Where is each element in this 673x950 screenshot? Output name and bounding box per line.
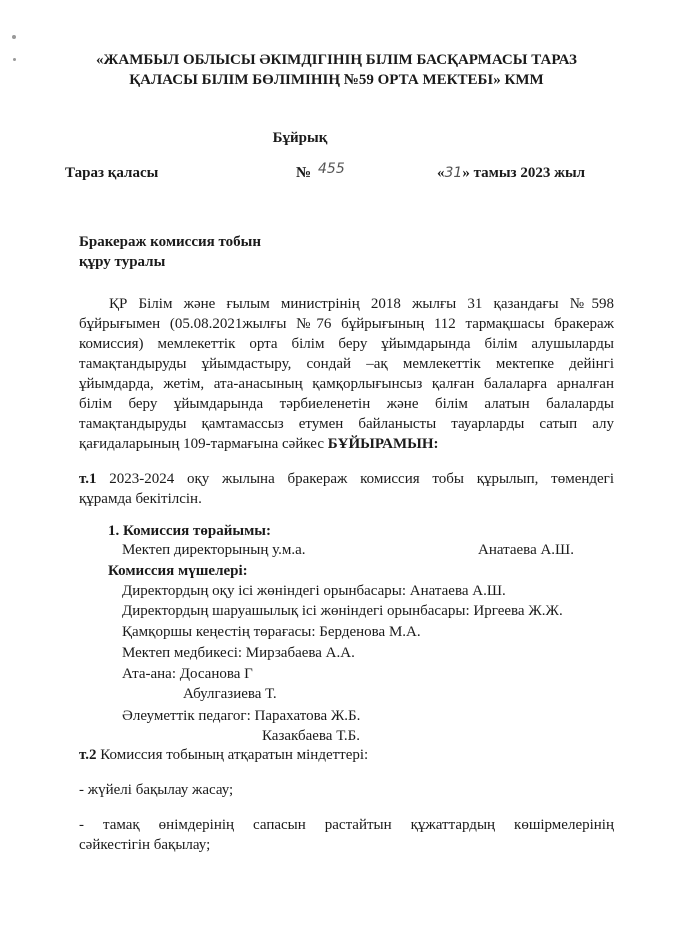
preamble-line: ұйымдарда, жетім, ата-анасының қамқорлығынсыз қалған балаларға арналған [79, 376, 614, 392]
duty2-line2: сәйкестігін бақылау; [79, 837, 211, 853]
member-item: Мектеп медбикесі: Мирзабаева А.А. [122, 645, 355, 661]
order-keyword: БҰЙЫРАМЫН: [327, 436, 439, 452]
order-date [437, 163, 585, 183]
subject-line1: Бракераж комиссия тобын [79, 234, 262, 250]
member-social2: Казакбаева Т.Б. [262, 728, 360, 744]
members-heading: Комиссия мүшелері: [108, 563, 248, 579]
member-item: Ата-ана: Досанова Г [122, 666, 253, 682]
date-day-handwritten: 31 [444, 165, 463, 181]
member-item: Қамқоршы кеңестің төрағасы: Берденова М.А. [122, 624, 421, 640]
member-parent2: Абулгазиева Т. [183, 686, 277, 702]
item1-line2: құрамда бекітілсін. [79, 491, 202, 507]
preamble-line: комиссия) мемлекеттік орта білім беру ұйымдарында білім алушыларды [79, 336, 614, 352]
item1-text: 2023-2024 оқу жылына бракераж комиссия тобы құрылып, төмендегі [96, 471, 614, 487]
duty-item: - жүйелі бақылау жасау; [79, 782, 234, 798]
preamble-line: білім беру ұйымдарында тәрбиеленетін және білім алатын балаларды [79, 396, 614, 412]
duty2-line1: - тамақ өнімдерінің сапасын растайтын құжаттардың көшірмелерінің [79, 817, 614, 833]
doc-type-title: Бұйрық [272, 130, 328, 146]
item1-paragraph [79, 469, 614, 509]
order-number-handwritten: 455 [318, 161, 345, 177]
member-item: Директордың шаруашылық ісі жөніндегі орынбасары: Иргеева Ж.Ж. [122, 603, 563, 619]
preamble-line: ҚР Білім және ғылым министрінің 2018 жылғы 31 қазандағы №598 [109, 296, 614, 312]
member-social: Әлеуметтік педагог: Парахатова Ж.Б. [122, 708, 361, 724]
item1-line1 [79, 469, 614, 489]
subject-line2: құру туралы [79, 254, 166, 270]
scan-speck [13, 58, 16, 61]
item2-label: т.2 [79, 747, 97, 763]
date-open-quote: « [437, 165, 445, 181]
preamble-line: тамақтандыруды ұйымдастыру, сондай –ақ мемлекеттік мектепке дейінгі [79, 356, 614, 372]
org-name-line1: «ЖАМБЫЛ ОБЛЫСЫ ӘКІМДІГІНІҢ БІЛІМ БАСҚАРМАСЫ ТАРАЗ [96, 52, 577, 68]
org-name-line2: ҚАЛАСЫ БІЛІМ БӨЛІМІНІҢ №59 ОРТА МЕКТЕБІ» КММ [129, 72, 544, 88]
item1-label: т.1 [79, 471, 97, 487]
order-number-label: № [296, 165, 312, 181]
date-rest: » тамыз 2023 жыл [462, 165, 586, 181]
item2-text: Комиссия тобының атқаратын міндеттері: [96, 747, 369, 763]
chair-name: Анатаева А.Ш. [478, 542, 574, 558]
preamble-paragraph [79, 294, 614, 454]
chair-role: Мектеп директорының у.м.а. [122, 542, 306, 558]
item2-line [79, 745, 368, 765]
city-label: Тараз қаласы [65, 165, 159, 181]
member-item: Директордың оқу ісі жөніндегі орынбасары: Анатаева А.Ш. [122, 583, 506, 599]
preamble-line: бұйрығымен (05.08.2021жылғы №76 бұйрығының 112 тармақшасы бракераж [79, 316, 614, 332]
chair-heading: 1. Комиссия төрайымы: [108, 523, 272, 539]
duty-item2 [79, 815, 614, 855]
scan-speck [12, 35, 16, 39]
preamble-last-line [79, 434, 614, 454]
preamble-last-text: қағидаларының 109-тармағына сәйкес [79, 436, 328, 452]
preamble-line: тамақтандыруды қамтамассыз етумен байланысты тауарларды сатып алу [79, 416, 614, 432]
